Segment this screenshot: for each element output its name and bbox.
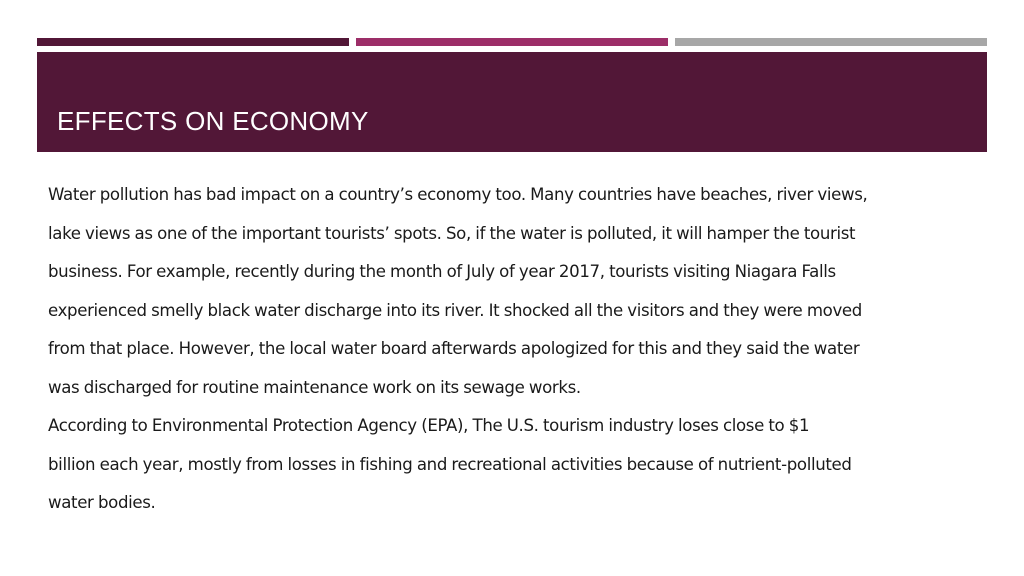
body-line-1: Water pollution has bad impact on a country’s economy too. Many countries have beaches, river views, bbox=[48, 185, 868, 204]
accent-bar-gray bbox=[675, 38, 987, 46]
body-line-5: from that place. However, the local water board afterwards apologized for this and they said the water bbox=[48, 339, 860, 358]
body-line-3: business. For example, recently during the month of July of year 2017, tourists visiting Niagara Falls bbox=[48, 262, 836, 281]
body-line-8: billion each year, mostly from losses in fishing and recreational activities because of nutrient-polluted bbox=[48, 454, 852, 474]
body-line-2: lake views as one of the important tourists’ spots. So, if the water is polluted, it will hamper the tourist bbox=[48, 223, 856, 243]
accent-bar-dark bbox=[37, 38, 349, 46]
body-line-4: experienced smelly black water discharge into its river. It shocked all the visitors and they were moved bbox=[48, 300, 862, 320]
title-band bbox=[37, 52, 987, 152]
body-line-6: was discharged for routine maintenance work on its sewage works. bbox=[48, 377, 581, 397]
slide-body bbox=[48, 176, 968, 523]
body-line-7: According to Environmental Protection Agency (EPA), The U.S. tourism industry loses close to $1 bbox=[48, 416, 810, 435]
accent-bar-magenta bbox=[356, 38, 668, 46]
body-line-9: water bodies. bbox=[48, 493, 156, 512]
slide-title: EFFECTS ON ECONOMY bbox=[57, 106, 369, 136]
